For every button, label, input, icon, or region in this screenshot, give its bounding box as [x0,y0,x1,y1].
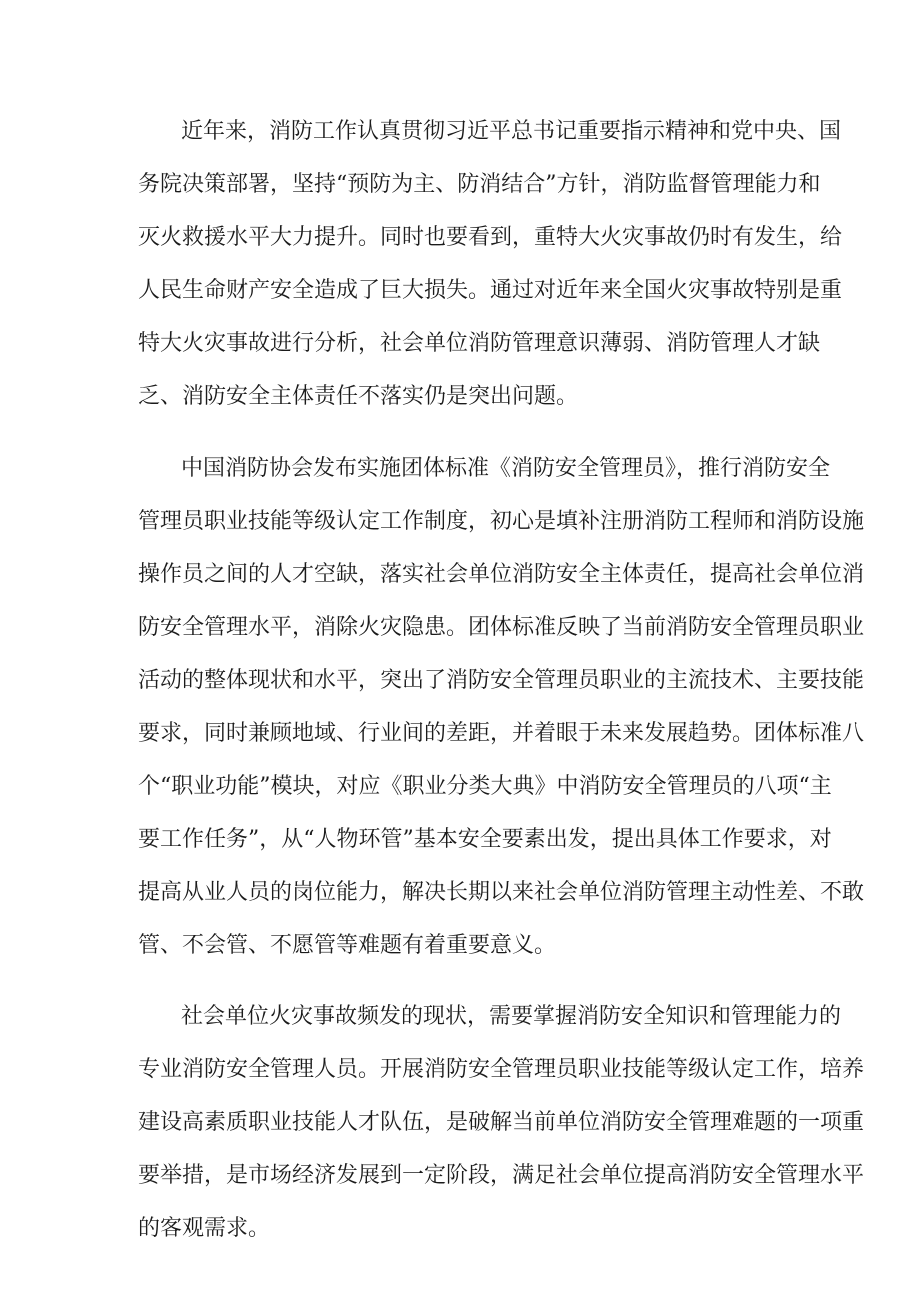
paragraph-2-line-2: 管理员职业技能等级认定工作制度，初心是填补注册消防工程师和消防设施 [138,509,865,534]
paragraph-2-line-1: 中国消防协会发布实施团体标准《消防安全管理员》，推行消防安全 [181,456,831,481]
paragraph-2-line-7: 个“职业功能”模块，对应《职业分类大典》中消防安全管理员的八项“主 [138,774,832,799]
paragraph-3-line-1: 社会单位火灾事故频发的现状，需要掌握消防安全知识和管理能力的 [181,1004,842,1029]
paragraph-1-line-6: 乏、消防安全主体责任不落实仍是突出问题。 [138,384,579,409]
paragraph-2-line-8: 要工作任务”，从“人物环管”基本安全要素出发，提出具体工作要求，对 [138,827,832,852]
paragraph-2-line-3: 操作员之间的人才空缺，落实社会单位消防安全主体责任，提高社会单位消 [138,562,865,587]
paragraph-3-line-4: 要举措，是市场经济发展到一定阶段，满足社会单位提高消防安全管理水平 [138,1163,865,1188]
paragraph-1-line-3: 灭火救援水平大力提升。同时也要看到，重特大火灾事故仍时有发生，给 [138,225,843,250]
paragraph-2-line-5: 活动的整体现状和水平，突出了消防安全管理员职业的主流技术、主要技能 [138,668,865,693]
paragraph-1-line-2: 务院决策部署，坚持“预防为主、防消结合”方针，消防监督管理能力和 [138,172,821,197]
paragraph-1-line-1: 近年来，消防工作认真贯彻习近平总书记重要指示精神和党中央、国 [181,119,842,144]
paragraph-3-line-3: 建设高素质职业技能人才队伍，是破解当前单位消防安全管理难题的一项重 [138,1110,865,1135]
paragraph-1-line-4: 人民生命财产安全造成了巨大损失。通过对近年来全国火灾事故特别是重 [138,278,843,303]
paragraph-2-line-6: 要求，同时兼顾地域、行业间的差距，并着眼于未来发展趋势。团体标准八 [138,721,865,746]
paragraph-2-line-9: 提高从业人员的岗位能力，解决长期以来社会单位消防管理主动性差、不敢 [138,880,865,905]
paragraph-3-line-5: 的客观需求。 [138,1216,271,1241]
paragraph-2-line-4: 防安全管理水平，消除火灾隐患。团体标准反映了当前消防安全管理员职业 [138,615,865,640]
paragraph-2-line-10: 管、不会管、不愿管等难题有着重要意义。 [138,933,557,958]
paragraph-1-line-5: 特大火灾事故进行分析，社会单位消防管理意识薄弱、消防管理人才缺 [138,331,821,356]
paragraph-3-line-2: 专业消防安全管理人员。开展消防安全管理员职业技能等级认定工作，培养 [138,1057,865,1082]
